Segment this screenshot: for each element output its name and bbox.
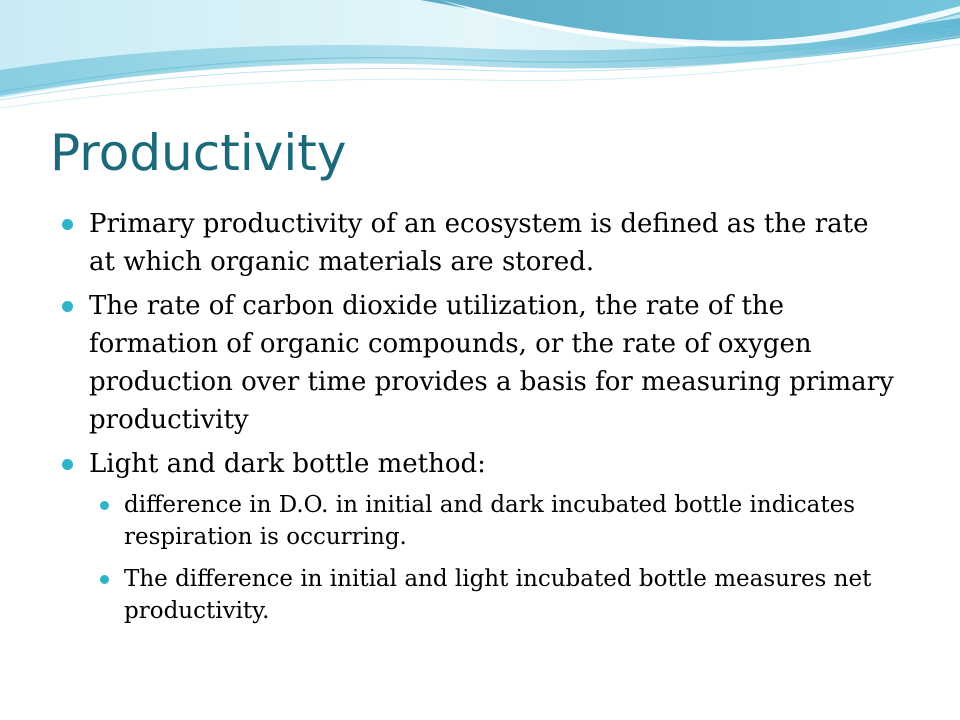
bullet-primary-productivity (62, 205, 902, 281)
sub-bullet-light-bottle (100, 563, 902, 627)
wave-header-decoration (0, 0, 960, 115)
sub-bullet-dot-icon (100, 501, 109, 510)
bullet-light-dark-bottle (62, 445, 902, 483)
bullet-text: Light and dark bottle method: (89, 449, 486, 479)
sub-bullet-list (100, 489, 902, 627)
bullet-text: Primary productivity of an ecosystem is defined as the rate at which organic materials are stored. (89, 209, 869, 277)
sub-bullet-text: difference in D.O. in initial and dark incubated bottle indicates respiration is occurring. (124, 492, 856, 550)
bullet-rate-basis (62, 287, 902, 439)
bullet-dot-icon (62, 459, 73, 470)
slide-body (62, 205, 902, 637)
sub-bullet-text: The difference in initial and light incubated bottle measures net productivity. (124, 566, 872, 624)
bullet-text: The rate of carbon dioxide utilization, the rate of the formation of organic compounds, or the rate of oxygen production over time provides a basis for measuring primary productivity (89, 291, 894, 435)
sub-bullet-dark-bottle (100, 489, 902, 553)
slide-title: Productivity (50, 124, 347, 182)
bullet-dot-icon (62, 301, 73, 312)
bullet-dot-icon (62, 219, 73, 230)
sub-bullet-dot-icon (100, 575, 109, 584)
